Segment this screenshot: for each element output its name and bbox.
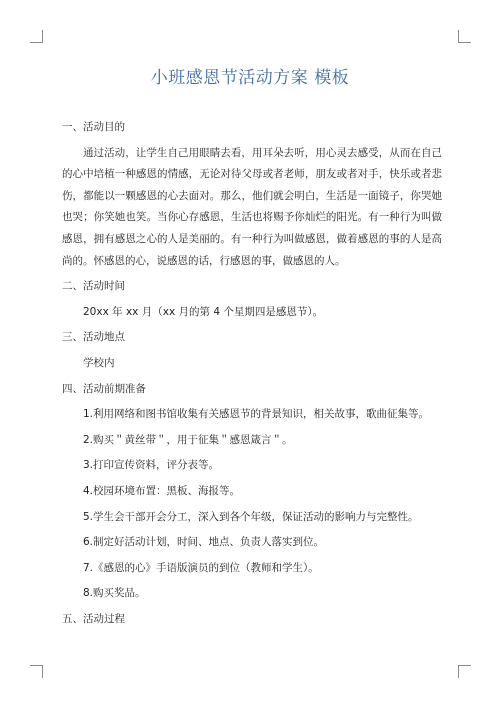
section-heading-process: 五、活动过程	[62, 612, 125, 625]
preparation-item-5: 5.学生会干部开会分工，深入到各个年级，保证活动的影响力与完整性。	[83, 510, 419, 523]
preparation-item-3: 3.打印宣传资料，评分表等。	[83, 459, 220, 472]
section-heading-location: 三、活动地点	[62, 331, 125, 344]
section-heading-preparation: 四、活动前期准备	[62, 382, 146, 395]
purpose-paragraph: 通过活动，让学生自己用眼睛去看，用耳朵去听，用心灵去感受，从而在自己的心中培植一种感恩的情感，无论对待父母或者老师，朋友或者对手，快乐或者悲伤，都能以一颗感恩的心去面对。那么，他们就会明白，生活是一面镜子，你哭她也哭；你笑她也笑。当你心存感恩，生活也将赐予你灿烂的阳光。有一种行为叫做感恩，拥有感恩之心的人是美丽的。有一种行为叫做感恩，做着感恩的事的人是高尚的。怀感恩的心，说感恩的话，行感恩的事，做感恩的人。	[62, 146, 442, 267]
time-text: 20xx 年 xx 月（xx 月的第 4 个星期四是感恩节）。	[83, 305, 324, 318]
section-heading-time: 二、活动时间	[62, 280, 125, 293]
preparation-item-1: 1.利用网络和图书馆收集有关感恩节的背景知识，相关故事，歌曲征集等。	[83, 408, 430, 421]
section-heading-purpose: 一、活动目的	[62, 121, 125, 133]
location-text: 学校内	[83, 356, 115, 369]
crop-mark-top-left	[30, 30, 43, 43]
preparation-item-6: 6.制定好活动计划，时间、地点、负责人落实到位。	[83, 536, 325, 549]
crop-mark-top-right	[458, 30, 471, 43]
preparation-item-8: 8.购买奖品。	[83, 587, 146, 600]
preparation-item-7: 7.《感恩的心》手语版演员的到位（教师和学生）。	[83, 561, 319, 574]
crop-mark-bottom-left	[30, 665, 43, 678]
document-body	[62, 117, 442, 630]
crop-mark-bottom-right	[458, 665, 471, 678]
document-title: 小班感恩节活动方案 模板	[150, 68, 350, 88]
preparation-item-4: 4.校园环境布置：黑板、海报等。	[83, 484, 241, 497]
preparation-item-2: 2.购买＂黄丝带＂，用于征集＂感恩箴言＂。	[83, 433, 293, 446]
